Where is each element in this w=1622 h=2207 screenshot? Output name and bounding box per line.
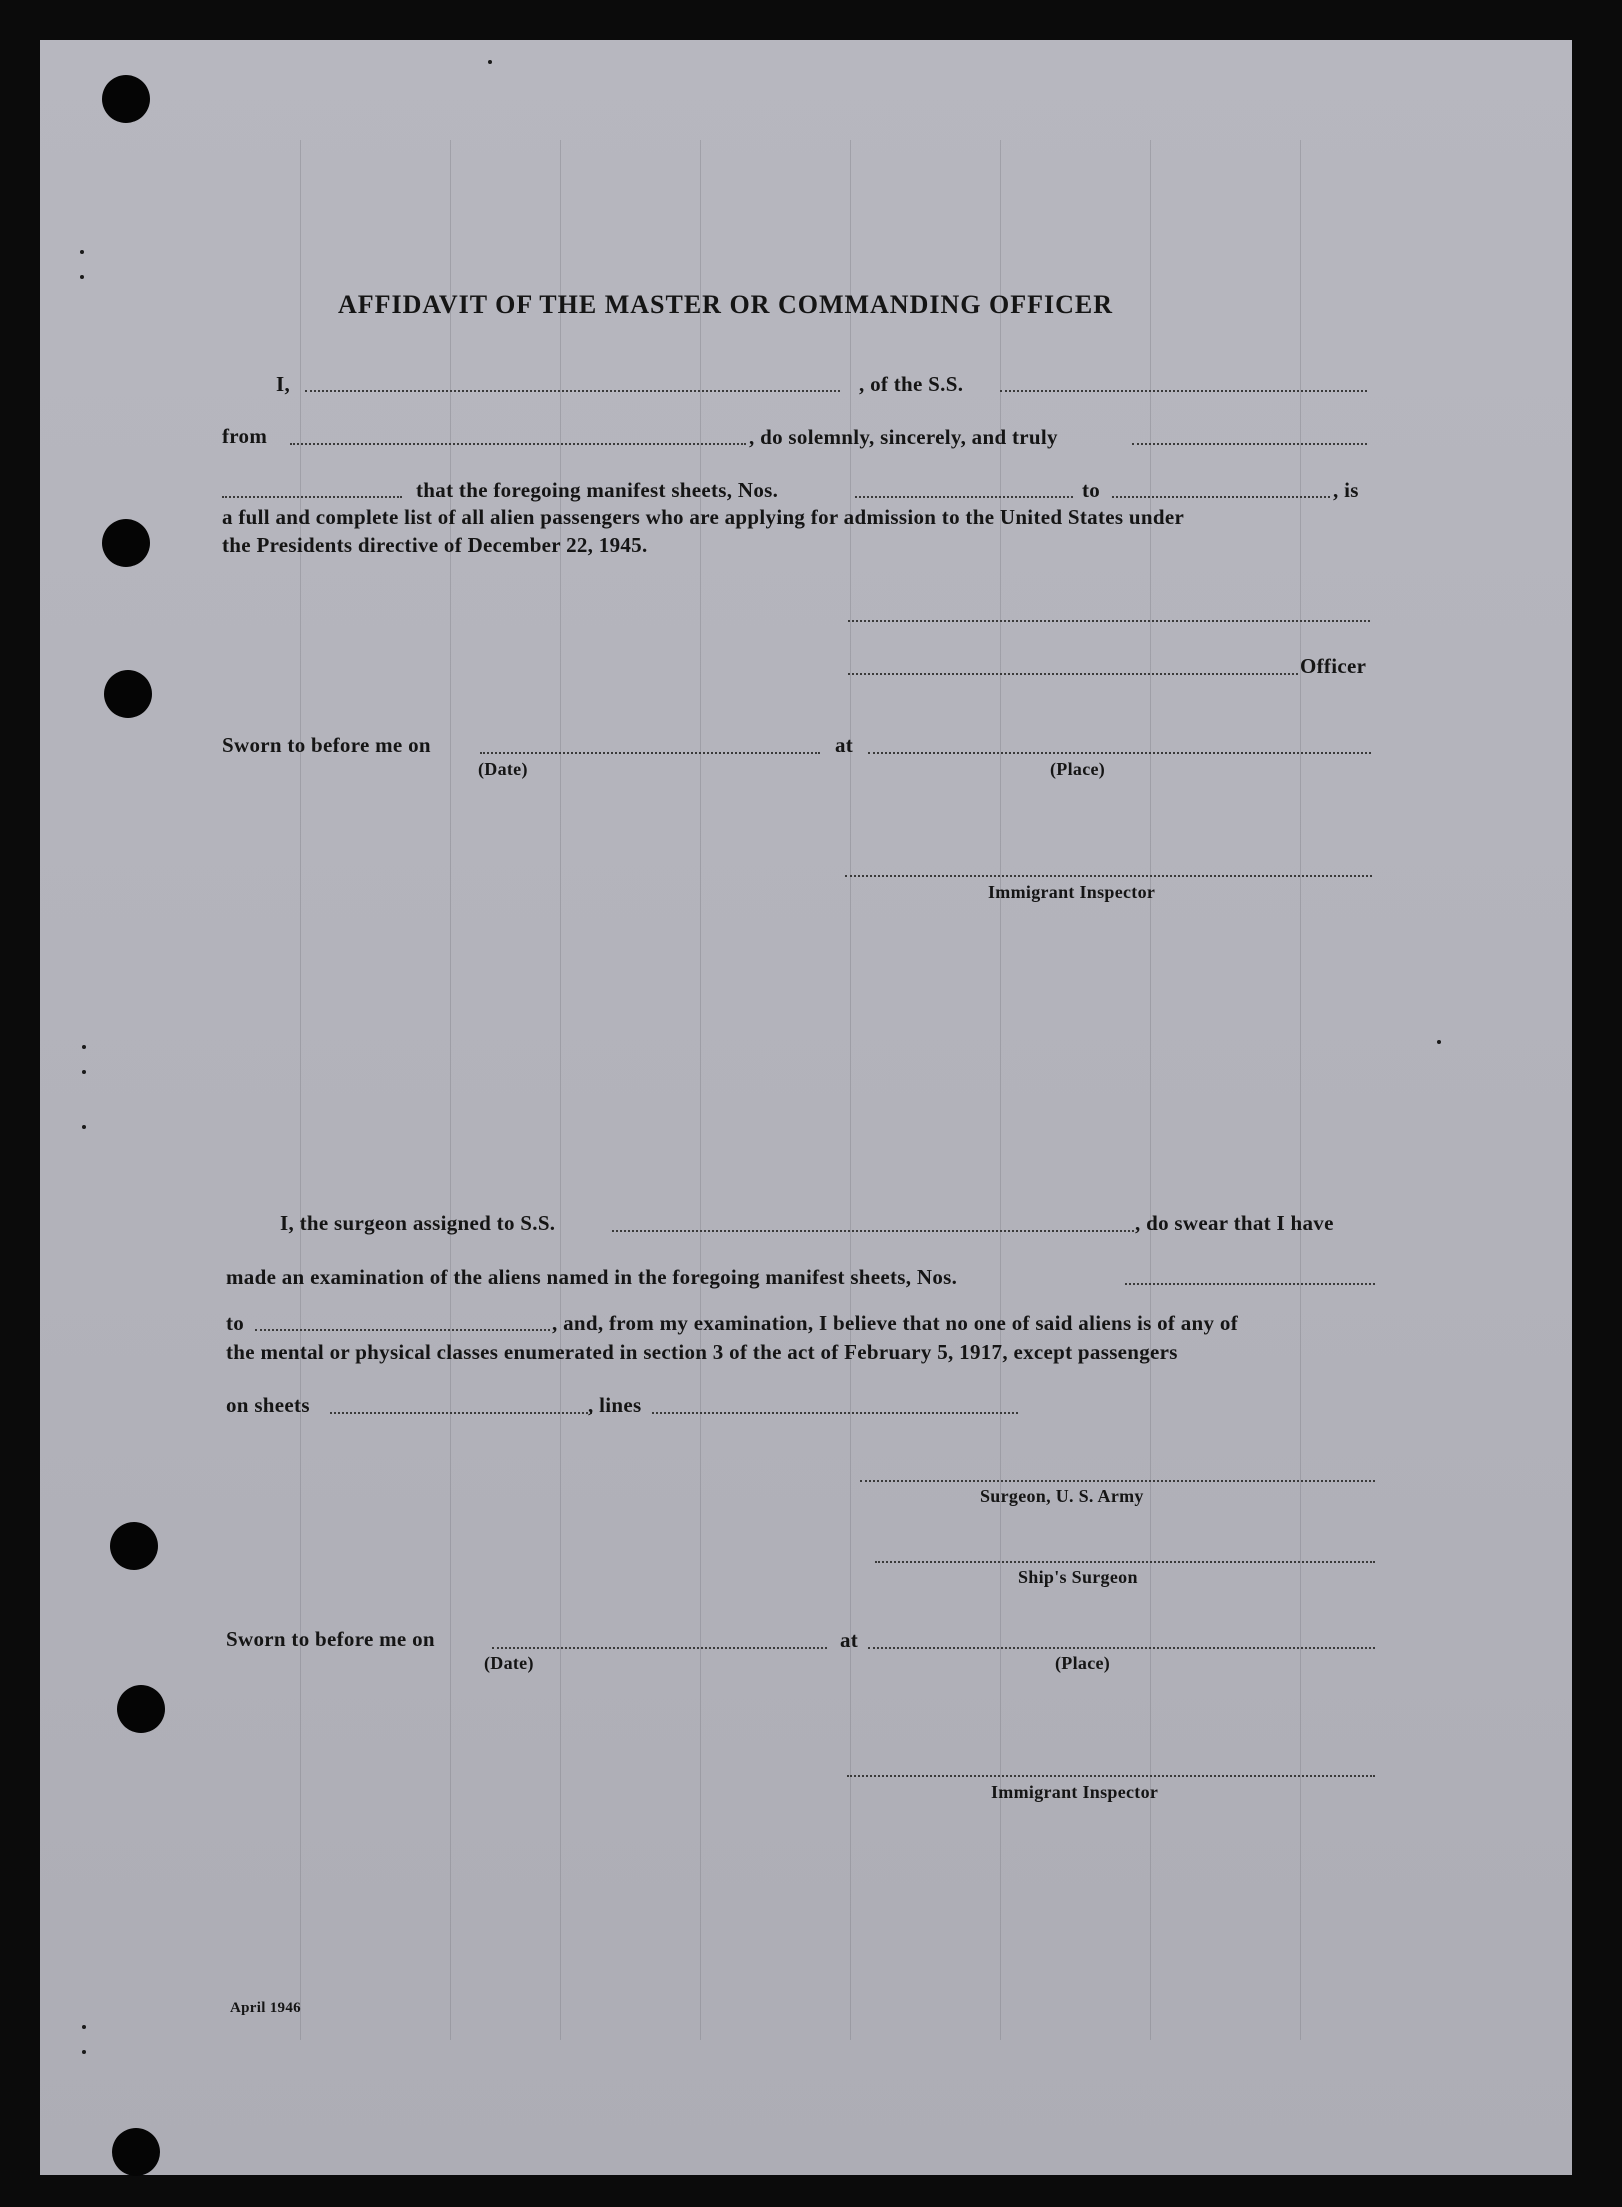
surgeon-line-2: made an examination of the aliens named in the foregoing manifest sheets, Nos. [226,1265,958,1289]
inspector-label: Immigrant Inspector [988,882,1156,902]
speck [82,1045,86,1049]
bleed-through-line [300,140,301,2040]
surgeon-line-4: the mental or physical classes enumerated in section 3 of the act of February 5, 1917, except passengers [226,1340,1178,1364]
speck [82,2025,86,2029]
from-label: from [222,424,268,448]
surgeon-to-label: to [226,1311,245,1335]
bleed-through-line [700,140,701,2040]
sheets-field[interactable] [330,1412,592,1414]
manifest-label: that the foregoing manifest sheets, Nos. [416,478,779,502]
binder-hole [102,75,150,123]
speck [82,1070,86,1074]
master-name-field[interactable] [305,390,840,392]
bleed-through-line [1150,140,1151,2040]
from-port-field[interactable] [290,443,746,445]
officer-name-line[interactable] [848,673,1298,675]
of-ss-label: , of the S.S. [859,372,964,396]
sworn-place-field[interactable] [868,752,1371,754]
affidavit-page [40,40,1572,2175]
at-label: at [835,733,854,757]
officer-signature-line[interactable] [848,620,1370,622]
surgeon-date-caption: (Date) [484,1653,534,1673]
ship-surgeon-signature-line[interactable] [875,1561,1375,1563]
surgeon-line-1b: , do swear that I have [1135,1211,1334,1235]
inspector-signature-line[interactable] [845,875,1372,877]
speck [488,60,492,64]
speck [80,250,84,254]
binder-hole [117,1685,165,1733]
on-sheets-label: on sheets [226,1393,310,1417]
army-surgeon-label: Surgeon, U. S. Army [980,1486,1144,1506]
surgeon-manifest-to-field[interactable] [255,1329,550,1331]
form-date: April 1946 [230,2000,301,2016]
bleed-through-line [1300,140,1301,2040]
surgeon-line-1a: I, the surgeon assigned to S.S. [280,1211,556,1235]
is-label: , is [1333,478,1359,502]
bleed-through-line [450,140,451,2040]
to-label: to [1082,478,1101,502]
speck [82,2050,86,2054]
binder-hole [104,670,152,718]
manifest-from-field[interactable] [855,496,1073,498]
binder-hole [102,519,150,567]
army-surgeon-signature-line[interactable] [860,1480,1375,1482]
ship-name-field[interactable] [1000,390,1367,392]
ship-surgeon-label: Ship's Surgeon [1018,1567,1138,1587]
lines-label: , lines [588,1393,642,1417]
surgeon-place-caption: (Place) [1055,1653,1111,1673]
i-label: I, [276,372,291,396]
sworn-label: Sworn to before me on [222,733,431,757]
affidavit-text-line-1: a full and complete list of all alien passengers who are applying for admission to the United States under [222,505,1185,529]
place-caption: (Place) [1050,759,1106,779]
surgeon-inspector-label: Immigrant Inspector [991,1782,1159,1802]
surgeon-sworn-place-field[interactable] [868,1647,1375,1649]
surgeon-sworn-label: Sworn to before me on [226,1627,435,1651]
surgeon-manifest-from-field[interactable] [1125,1283,1375,1285]
lines-field[interactable] [652,1412,1018,1414]
date-caption: (Date) [478,759,528,779]
surgeon-line-3: , and, from my examination, I believe that no one of said aliens is of any of [552,1311,1238,1335]
officer-label: Officer [1300,654,1367,678]
affidavit-title: AFFIDAVIT OF THE MASTER OR COMMANDING OFFICER [338,290,1113,319]
manifest-to-field[interactable] [1112,496,1330,498]
affidavit-text-line-2: the Presidents directive of December 22, 1945. [222,533,648,557]
oath-verb-field[interactable] [222,496,402,498]
binder-hole [110,1522,158,1570]
surgeon-inspector-signature-line[interactable] [847,1775,1375,1777]
surgeon-sworn-date-field[interactable] [492,1647,827,1649]
speck [1437,1040,1441,1044]
binder-hole [112,2128,160,2176]
speck [80,275,84,279]
oath-field[interactable] [1132,443,1367,445]
sworn-date-field[interactable] [480,752,820,754]
bleed-through-line [560,140,561,2040]
surgeon-ship-field[interactable] [612,1230,1134,1232]
surgeon-at-label: at [840,1628,859,1652]
speck [82,1125,86,1129]
solemnly-label: , do solemnly, sincerely, and truly [749,425,1058,449]
